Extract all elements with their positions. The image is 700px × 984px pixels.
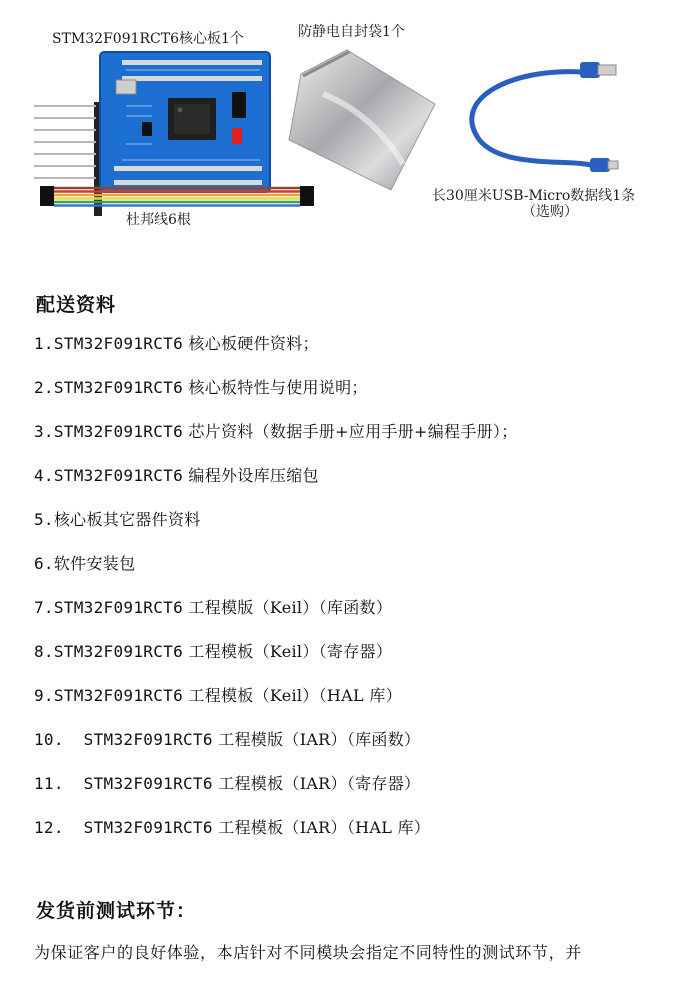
item-number: 2. [34,378,54,397]
item-text: 编程外设库压缩包 [183,466,319,485]
materials-item [34,334,319,354]
materials-item [34,598,392,618]
item-number: 8. [34,642,54,661]
cable-caption-optional: （选购） [522,204,578,220]
item-number: 9. [34,686,54,705]
materials-item [34,818,430,838]
materials-heading: 配送资料 [36,294,117,316]
item-text: 工程模板（IAR）（寄存器） [212,774,421,793]
bag-caption: 防静电自封袋1个 [298,24,405,40]
item-text: 核心板特性与使用说明； [183,378,368,397]
item-number: 10. [34,730,84,749]
materials-item [34,510,201,530]
testing-heading: 发货前测试环节： [36,900,197,922]
item-text: 工程模板（IAR）（HAL 库） [212,818,431,837]
antistatic-bag-image [283,44,443,194]
dupont-wires-image [38,182,318,212]
item-text: 核心板硬件资料； [183,334,319,353]
item-number: 1. [34,334,54,353]
item-text: 工程模版（Keil）（库函数） [183,598,393,617]
item-number: 7. [34,598,54,617]
item-chip-code: STM32F091RCT6 [53,334,184,353]
materials-item [34,730,420,750]
item-text: 核心板其它器件资料 [53,510,201,529]
item-chip-code: STM32F091RCT6 [53,378,184,397]
cable-caption: 长30厘米USB-Micro数据线1条 [432,188,636,204]
item-chip-code: STM32F091RCT6 [53,686,184,705]
materials-item [34,466,319,486]
usb-cable-image [452,58,622,188]
item-chip-code: STM32F091RCT6 [53,598,184,617]
item-chip-code: STM32F091RCT6 [83,730,213,749]
item-number: 6. [34,554,54,573]
item-text: 芯片资料（数据手册+应用手册+编程手册）； [183,422,518,441]
materials-item [34,378,368,398]
item-text: 工程模板（Keil）（寄存器） [183,642,393,661]
materials-item [34,422,518,442]
item-number: 4. [34,466,54,485]
item-number: 11. [34,774,84,793]
item-text: 工程模版（IAR）（库函数） [212,730,421,749]
board-caption: STM32F091RCT6核心板1个 [52,31,244,47]
materials-item [34,774,420,794]
item-number: 5. [34,510,54,529]
item-chip-code: STM32F091RCT6 [53,642,184,661]
materials-item [34,686,402,706]
item-number: 3. [34,422,54,441]
item-chip-code: STM32F091RCT6 [83,774,213,793]
item-text: 软件安装包 [53,554,136,573]
item-chip-code: STM32F091RCT6 [53,466,184,485]
item-number: 12. [34,818,84,837]
materials-item [34,554,135,574]
item-text: 工程模板（Keil）（HAL 库） [183,686,402,705]
materials-item [34,642,392,662]
item-chip-code: STM32F091RCT6 [83,818,213,837]
item-chip-code: STM32F091RCT6 [53,422,184,441]
wires-caption: 杜邦线6根 [126,212,191,228]
testing-paragraph: 为保证客户的良好体验，本店针对不同模块会指定不同特性的测试环节，并 [34,943,582,962]
